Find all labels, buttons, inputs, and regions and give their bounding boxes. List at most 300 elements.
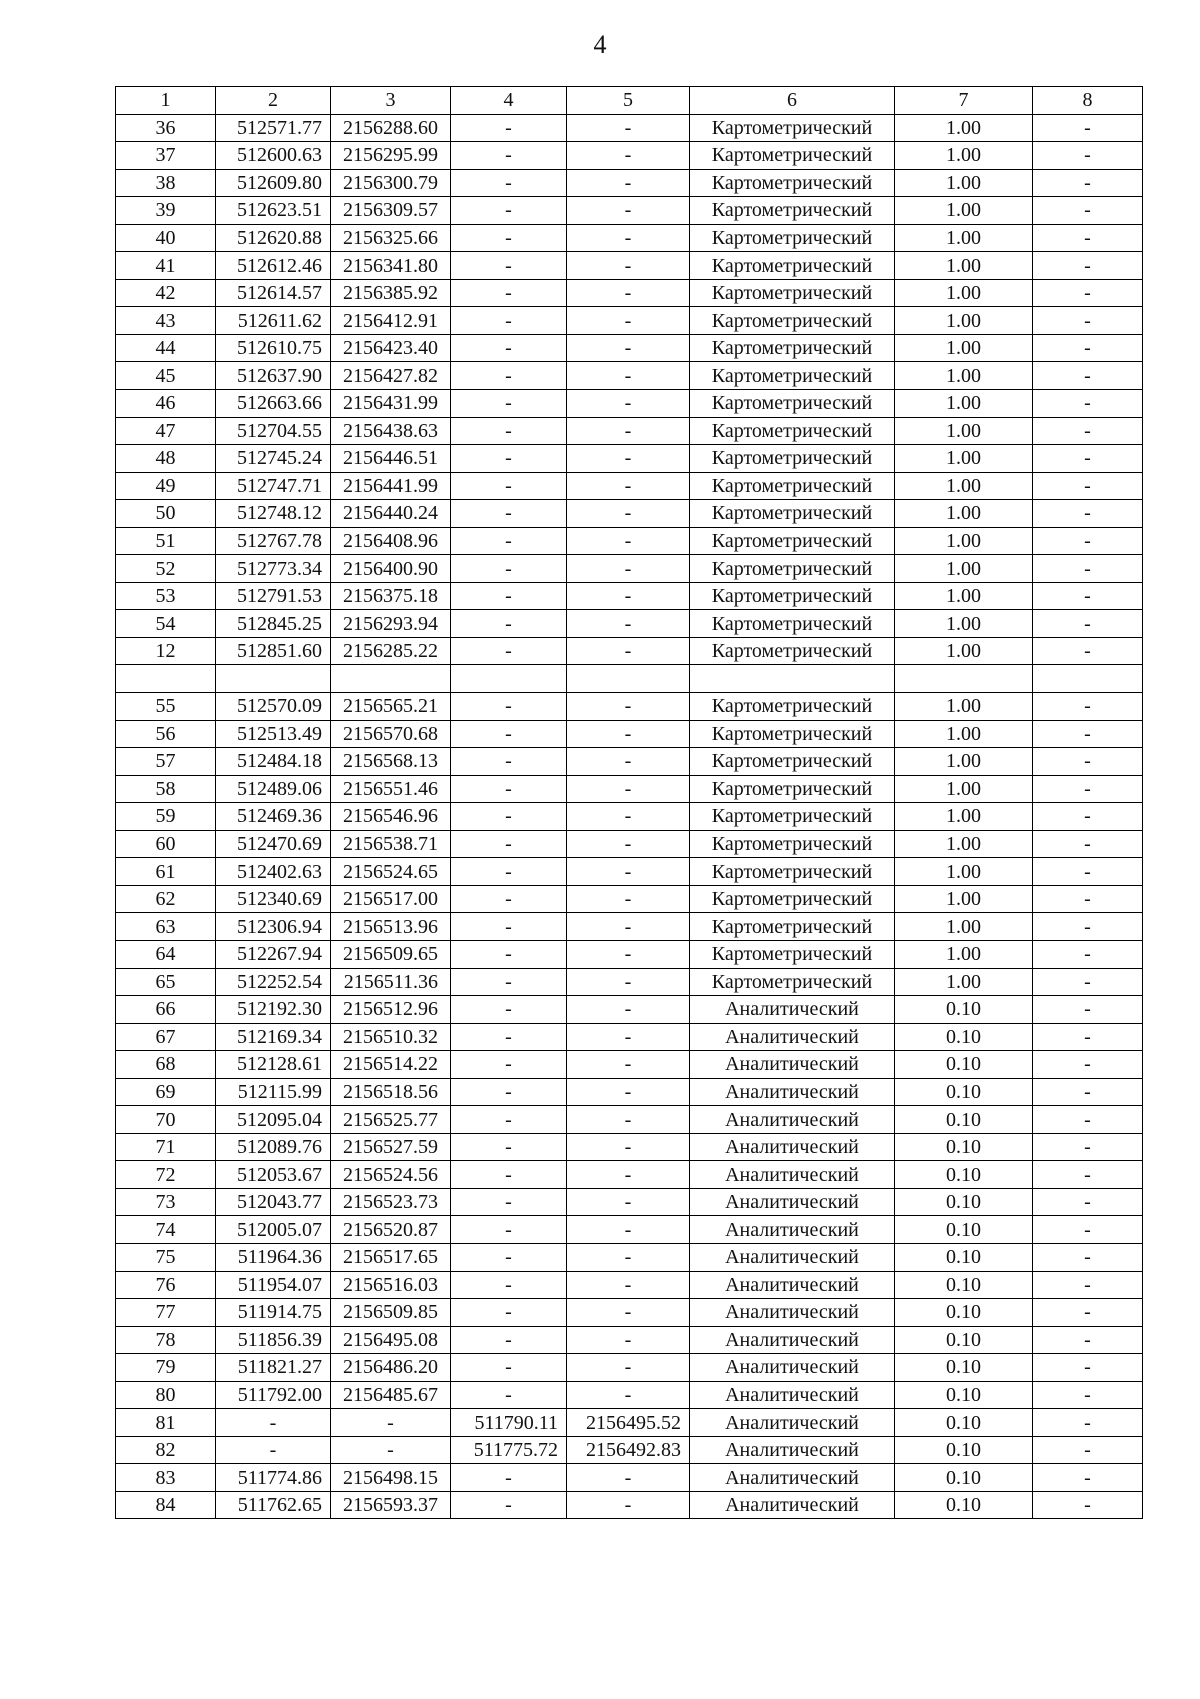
y-new-coordinate-cell: - <box>567 1106 690 1134</box>
accuracy-cell: 1.00 <box>895 279 1033 307</box>
note-cell: - <box>1033 362 1143 390</box>
column-header: 7 <box>895 87 1033 115</box>
point-number-cell: 83 <box>116 1464 216 1492</box>
note-cell: - <box>1033 610 1143 638</box>
point-number-cell: 47 <box>116 417 216 445</box>
table-body <box>116 87 1143 1519</box>
column-header: 5 <box>567 87 690 115</box>
x-new-coordinate-cell: - <box>451 1106 567 1134</box>
table-row <box>116 555 1143 583</box>
table-row <box>116 527 1143 555</box>
method-cell: Картометрический <box>690 775 895 803</box>
note-cell: - <box>1033 500 1143 528</box>
x-coordinate-cell: 511774.86 <box>216 1464 331 1492</box>
method-cell: Картометрический <box>690 885 895 913</box>
accuracy-cell: 1.00 <box>895 390 1033 418</box>
table-row <box>116 637 1143 665</box>
method-cell: Картометрический <box>690 693 895 721</box>
note-cell: - <box>1033 1271 1143 1299</box>
column-header: 1 <box>116 87 216 115</box>
point-number-cell: 68 <box>116 1051 216 1079</box>
column-header: 8 <box>1033 87 1143 115</box>
x-coordinate-cell: 512469.36 <box>216 803 331 831</box>
table-row <box>116 610 1143 638</box>
x-new-coordinate-cell: - <box>451 1491 567 1519</box>
accuracy-cell: 0.10 <box>895 1381 1033 1409</box>
y-coordinate-cell: 2156527.59 <box>331 1133 451 1161</box>
table-row <box>116 472 1143 500</box>
table-row <box>116 252 1143 280</box>
y-new-coordinate-cell: - <box>567 610 690 638</box>
accuracy-cell: 1.00 <box>895 472 1033 500</box>
y-coordinate-cell: 2156568.13 <box>331 748 451 776</box>
table-row <box>116 390 1143 418</box>
table-row <box>116 197 1143 225</box>
y-new-coordinate-cell: - <box>567 1381 690 1409</box>
x-new-coordinate-cell: - <box>451 472 567 500</box>
table-row <box>116 224 1143 252</box>
x-coordinate-cell: 512571.77 <box>216 114 331 142</box>
x-new-coordinate-cell: - <box>451 968 567 996</box>
x-new-coordinate-cell: - <box>451 1216 567 1244</box>
method-cell: Картометрический <box>690 417 895 445</box>
x-coordinate-cell: 511856.39 <box>216 1326 331 1354</box>
table-row <box>116 1078 1143 1106</box>
method-cell: Картометрический <box>690 445 895 473</box>
accuracy-cell: 1.00 <box>895 637 1033 665</box>
y-coordinate-cell: 2156293.94 <box>331 610 451 638</box>
y-new-coordinate-cell: - <box>567 252 690 280</box>
accuracy-cell <box>895 665 1033 693</box>
accuracy-cell: 0.10 <box>895 1409 1033 1437</box>
x-coordinate-cell: 512192.30 <box>216 996 331 1024</box>
method-cell: Аналитический <box>690 1326 895 1354</box>
y-new-coordinate-cell: - <box>567 307 690 335</box>
x-new-coordinate-cell: - <box>451 555 567 583</box>
y-new-coordinate-cell: - <box>567 803 690 831</box>
x-new-coordinate-cell: - <box>451 307 567 335</box>
y-new-coordinate-cell: - <box>567 500 690 528</box>
accuracy-cell: 1.00 <box>895 169 1033 197</box>
x-coordinate-cell: 512609.80 <box>216 169 331 197</box>
note-cell: - <box>1033 637 1143 665</box>
accuracy-cell: 0.10 <box>895 1243 1033 1271</box>
method-cell: Картометрический <box>690 334 895 362</box>
accuracy-cell: 0.10 <box>895 1133 1033 1161</box>
y-coordinate-cell: 2156551.46 <box>331 775 451 803</box>
accuracy-cell: 0.10 <box>895 1464 1033 1492</box>
accuracy-cell: 1.00 <box>895 582 1033 610</box>
point-number-cell: 73 <box>116 1188 216 1216</box>
accuracy-cell: 0.10 <box>895 1161 1033 1189</box>
method-cell: Картометрический <box>690 114 895 142</box>
point-number-cell: 36 <box>116 114 216 142</box>
table-row <box>116 1354 1143 1382</box>
method-cell: Картометрический <box>690 720 895 748</box>
note-cell: - <box>1033 748 1143 776</box>
x-coordinate-cell: 511821.27 <box>216 1354 331 1382</box>
x-new-coordinate-cell: - <box>451 1381 567 1409</box>
x-coordinate-cell: 512612.46 <box>216 252 331 280</box>
x-coordinate-cell: 512791.53 <box>216 582 331 610</box>
y-coordinate-cell: 2156546.96 <box>331 803 451 831</box>
y-coordinate-cell: 2156498.15 <box>331 1464 451 1492</box>
y-new-coordinate-cell: - <box>567 1188 690 1216</box>
note-cell: - <box>1033 279 1143 307</box>
note-cell: - <box>1033 307 1143 335</box>
point-number-cell: 48 <box>116 445 216 473</box>
table-row <box>116 279 1143 307</box>
point-number-cell: 57 <box>116 748 216 776</box>
table-row <box>116 748 1143 776</box>
accuracy-cell: 1.00 <box>895 500 1033 528</box>
accuracy-cell: 1.00 <box>895 224 1033 252</box>
x-new-coordinate-cell: - <box>451 582 567 610</box>
table-row <box>116 1491 1143 1519</box>
x-coordinate-cell: 512845.25 <box>216 610 331 638</box>
method-cell: Картометрический <box>690 307 895 335</box>
accuracy-cell: 1.00 <box>895 334 1033 362</box>
x-coordinate-cell: 512043.77 <box>216 1188 331 1216</box>
accuracy-cell: 1.00 <box>895 114 1033 142</box>
x-new-coordinate-cell: - <box>451 252 567 280</box>
method-cell: Картометрический <box>690 279 895 307</box>
point-number-cell: 43 <box>116 307 216 335</box>
point-number-cell: 42 <box>116 279 216 307</box>
accuracy-cell: 0.10 <box>895 1188 1033 1216</box>
point-number-cell: 67 <box>116 1023 216 1051</box>
note-cell: - <box>1033 169 1143 197</box>
y-new-coordinate-cell: - <box>567 858 690 886</box>
x-coordinate-cell: 512620.88 <box>216 224 331 252</box>
y-coordinate-cell: 2156486.20 <box>331 1354 451 1382</box>
point-number-cell: 61 <box>116 858 216 886</box>
accuracy-cell: 1.00 <box>895 417 1033 445</box>
accuracy-cell: 1.00 <box>895 197 1033 225</box>
x-new-coordinate-cell: - <box>451 996 567 1024</box>
point-number-cell: 53 <box>116 582 216 610</box>
y-new-coordinate-cell: - <box>567 334 690 362</box>
x-coordinate-cell: - <box>216 1409 331 1437</box>
y-new-coordinate-cell: - <box>567 142 690 170</box>
table-row <box>116 1106 1143 1134</box>
accuracy-cell: 0.10 <box>895 1271 1033 1299</box>
point-number-cell: 45 <box>116 362 216 390</box>
x-coordinate-cell: 512128.61 <box>216 1051 331 1079</box>
x-coordinate-cell: 512704.55 <box>216 417 331 445</box>
accuracy-cell: 0.10 <box>895 1078 1033 1106</box>
accuracy-cell: 1.00 <box>895 555 1033 583</box>
point-number-cell: 46 <box>116 390 216 418</box>
y-new-coordinate-cell: - <box>567 390 690 418</box>
y-new-coordinate-cell: - <box>567 1216 690 1244</box>
x-new-coordinate-cell: - <box>451 1326 567 1354</box>
method-cell: Аналитический <box>690 996 895 1024</box>
method-cell: Картометрический <box>690 169 895 197</box>
y-coordinate-cell: 2156565.21 <box>331 693 451 721</box>
note-cell: - <box>1033 1106 1143 1134</box>
method-cell: Картометрический <box>690 555 895 583</box>
y-coordinate-cell: 2156514.22 <box>331 1051 451 1079</box>
point-number-cell: 84 <box>116 1491 216 1519</box>
note-cell: - <box>1033 1161 1143 1189</box>
method-cell: Картометрический <box>690 968 895 996</box>
method-cell: Картометрический <box>690 803 895 831</box>
table-row <box>116 169 1143 197</box>
method-cell: Аналитический <box>690 1051 895 1079</box>
table-row <box>116 445 1143 473</box>
accuracy-cell: 0.10 <box>895 1354 1033 1382</box>
method-cell: Картометрический <box>690 940 895 968</box>
y-new-coordinate-cell: - <box>567 1464 690 1492</box>
y-new-coordinate-cell: - <box>567 472 690 500</box>
x-coordinate-cell: 512053.67 <box>216 1161 331 1189</box>
x-coordinate-cell: 512267.94 <box>216 940 331 968</box>
y-new-coordinate-cell: - <box>567 775 690 803</box>
accuracy-cell: 0.10 <box>895 1299 1033 1327</box>
x-coordinate-cell: 512513.49 <box>216 720 331 748</box>
x-coordinate-cell: 512610.75 <box>216 334 331 362</box>
x-new-coordinate-cell: - <box>451 279 567 307</box>
method-cell: Аналитический <box>690 1381 895 1409</box>
y-new-coordinate-cell <box>567 665 690 693</box>
accuracy-cell: 0.10 <box>895 1051 1033 1079</box>
method-cell: Картометрический <box>690 390 895 418</box>
method-cell: Аналитический <box>690 1299 895 1327</box>
note-cell: - <box>1033 114 1143 142</box>
x-new-coordinate-cell: - <box>451 720 567 748</box>
note-cell: - <box>1033 1216 1143 1244</box>
y-new-coordinate-cell: - <box>567 996 690 1024</box>
x-new-coordinate-cell: - <box>451 748 567 776</box>
y-coordinate-cell: 2156520.87 <box>331 1216 451 1244</box>
point-number-cell: 64 <box>116 940 216 968</box>
y-coordinate-cell <box>331 665 451 693</box>
point-number-cell: 69 <box>116 1078 216 1106</box>
note-cell: - <box>1033 390 1143 418</box>
x-new-coordinate-cell: - <box>451 334 567 362</box>
point-number-cell: 75 <box>116 1243 216 1271</box>
point-number-cell: 79 <box>116 1354 216 1382</box>
note-cell: - <box>1033 996 1143 1024</box>
y-new-coordinate-cell: - <box>567 968 690 996</box>
y-new-coordinate-cell: - <box>567 197 690 225</box>
table-row <box>116 775 1143 803</box>
y-coordinate-cell: 2156427.82 <box>331 362 451 390</box>
method-cell: Аналитический <box>690 1161 895 1189</box>
point-number-cell: 72 <box>116 1161 216 1189</box>
y-new-coordinate-cell: - <box>567 527 690 555</box>
method-cell: Аналитический <box>690 1464 895 1492</box>
note-cell: - <box>1033 417 1143 445</box>
note-cell: - <box>1033 197 1143 225</box>
y-coordinate-cell: 2156485.67 <box>331 1381 451 1409</box>
y-coordinate-cell: 2156341.80 <box>331 252 451 280</box>
note-cell: - <box>1033 1188 1143 1216</box>
table-row <box>116 1133 1143 1161</box>
accuracy-cell: 0.10 <box>895 996 1033 1024</box>
x-new-coordinate-cell: - <box>451 1188 567 1216</box>
x-new-coordinate-cell: - <box>451 775 567 803</box>
note-cell: - <box>1033 1409 1143 1437</box>
method-cell: Картометрический <box>690 500 895 528</box>
x-coordinate-cell: 512402.63 <box>216 858 331 886</box>
method-cell: Картометрический <box>690 142 895 170</box>
x-new-coordinate-cell: - <box>451 637 567 665</box>
accuracy-cell: 1.00 <box>895 362 1033 390</box>
y-coordinate-cell: 2156524.65 <box>331 858 451 886</box>
accuracy-cell: 1.00 <box>895 445 1033 473</box>
accuracy-cell: 1.00 <box>895 610 1033 638</box>
x-coordinate-cell: 511792.00 <box>216 1381 331 1409</box>
note-cell: - <box>1033 1464 1143 1492</box>
table-row <box>116 142 1143 170</box>
y-coordinate-cell: 2156513.96 <box>331 913 451 941</box>
point-number-cell: 70 <box>116 1106 216 1134</box>
point-number-cell: 41 <box>116 252 216 280</box>
y-new-coordinate-cell: - <box>567 1326 690 1354</box>
note-cell: - <box>1033 775 1143 803</box>
note-cell: - <box>1033 527 1143 555</box>
point-number-cell: 51 <box>116 527 216 555</box>
point-number-cell: 52 <box>116 555 216 583</box>
x-coordinate-cell: 511954.07 <box>216 1271 331 1299</box>
method-cell: Аналитический <box>690 1133 895 1161</box>
y-new-coordinate-cell: - <box>567 555 690 583</box>
accuracy-cell: 1.00 <box>895 720 1033 748</box>
note-cell: - <box>1033 1078 1143 1106</box>
y-new-coordinate-cell: - <box>567 748 690 776</box>
x-coordinate-cell <box>216 665 331 693</box>
point-number-cell: 81 <box>116 1409 216 1437</box>
accuracy-cell: 1.00 <box>895 913 1033 941</box>
y-coordinate-cell: 2156524.56 <box>331 1161 451 1189</box>
note-cell: - <box>1033 142 1143 170</box>
method-cell: Аналитический <box>690 1078 895 1106</box>
x-new-coordinate-cell: 511790.11 <box>451 1409 567 1437</box>
method-cell <box>690 665 895 693</box>
method-cell: Картометрический <box>690 610 895 638</box>
x-new-coordinate-cell: - <box>451 362 567 390</box>
x-new-coordinate-cell: - <box>451 1161 567 1189</box>
table-row <box>116 803 1143 831</box>
x-coordinate-cell: 512748.12 <box>216 500 331 528</box>
x-coordinate-cell: 512489.06 <box>216 775 331 803</box>
y-new-coordinate-cell: - <box>567 1271 690 1299</box>
table-row <box>116 1216 1143 1244</box>
accuracy-cell: 1.00 <box>895 968 1033 996</box>
accuracy-cell: 1.00 <box>895 307 1033 335</box>
y-coordinate-cell: - <box>331 1409 451 1437</box>
note-cell: - <box>1033 885 1143 913</box>
method-cell: Аналитический <box>690 1491 895 1519</box>
method-cell: Картометрический <box>690 582 895 610</box>
method-cell: Аналитический <box>690 1243 895 1271</box>
table-row <box>116 1326 1143 1354</box>
note-cell: - <box>1033 940 1143 968</box>
column-header: 4 <box>451 87 567 115</box>
method-cell: Аналитический <box>690 1023 895 1051</box>
table-row <box>116 996 1143 1024</box>
point-number-cell: 62 <box>116 885 216 913</box>
x-new-coordinate-cell: - <box>451 1299 567 1327</box>
table-row <box>116 1051 1143 1079</box>
y-coordinate-cell: 2156431.99 <box>331 390 451 418</box>
table-row <box>116 1161 1143 1189</box>
y-coordinate-cell: 2156385.92 <box>331 279 451 307</box>
accuracy-cell: 0.10 <box>895 1326 1033 1354</box>
y-new-coordinate-cell: - <box>567 417 690 445</box>
note-cell: - <box>1033 472 1143 500</box>
x-coordinate-cell: 512484.18 <box>216 748 331 776</box>
x-coordinate-cell: 511964.36 <box>216 1243 331 1271</box>
y-new-coordinate-cell: - <box>567 114 690 142</box>
method-cell: Картометрический <box>690 913 895 941</box>
y-coordinate-cell: 2156525.77 <box>331 1106 451 1134</box>
y-new-coordinate-cell: - <box>567 885 690 913</box>
y-new-coordinate-cell: - <box>567 1491 690 1519</box>
y-coordinate-cell: 2156423.40 <box>331 334 451 362</box>
y-coordinate-cell: 2156438.63 <box>331 417 451 445</box>
point-number-cell: 54 <box>116 610 216 638</box>
point-number-cell: 80 <box>116 1381 216 1409</box>
table-row <box>116 858 1143 886</box>
x-new-coordinate-cell: - <box>451 1271 567 1299</box>
point-number-cell: 49 <box>116 472 216 500</box>
y-coordinate-cell: 2156509.85 <box>331 1299 451 1327</box>
x-new-coordinate-cell: - <box>451 885 567 913</box>
x-new-coordinate-cell: - <box>451 1243 567 1271</box>
point-number-cell: 77 <box>116 1299 216 1327</box>
accuracy-cell: 0.10 <box>895 1436 1033 1464</box>
x-coordinate-cell: 512470.69 <box>216 830 331 858</box>
x-new-coordinate-cell: - <box>451 527 567 555</box>
table-row <box>116 114 1143 142</box>
table-row <box>116 1381 1143 1409</box>
point-number-cell: 66 <box>116 996 216 1024</box>
y-new-coordinate-cell: - <box>567 169 690 197</box>
point-number-cell: 44 <box>116 334 216 362</box>
x-coordinate-cell: 512306.94 <box>216 913 331 941</box>
x-new-coordinate-cell: - <box>451 803 567 831</box>
accuracy-cell: 1.00 <box>895 142 1033 170</box>
y-new-coordinate-cell: - <box>567 1051 690 1079</box>
note-cell: - <box>1033 1436 1143 1464</box>
note-cell: - <box>1033 1326 1143 1354</box>
method-cell: Аналитический <box>690 1271 895 1299</box>
point-number-cell: 40 <box>116 224 216 252</box>
x-coordinate-cell: 512600.63 <box>216 142 331 170</box>
note-cell: - <box>1033 1381 1143 1409</box>
y-coordinate-cell: 2156516.03 <box>331 1271 451 1299</box>
y-coordinate-cell: 2156288.60 <box>331 114 451 142</box>
x-new-coordinate-cell: - <box>451 142 567 170</box>
y-new-coordinate-cell: - <box>567 1133 690 1161</box>
x-new-coordinate-cell: - <box>451 1023 567 1051</box>
method-cell: Аналитический <box>690 1436 895 1464</box>
x-coordinate-cell: 512611.62 <box>216 307 331 335</box>
point-number-cell: 37 <box>116 142 216 170</box>
table-row <box>116 1023 1143 1051</box>
note-cell: - <box>1033 830 1143 858</box>
x-coordinate-cell: 512623.51 <box>216 197 331 225</box>
y-coordinate-cell: 2156441.99 <box>331 472 451 500</box>
accuracy-cell: 0.10 <box>895 1216 1033 1244</box>
method-cell: Аналитический <box>690 1106 895 1134</box>
table-row <box>116 500 1143 528</box>
table-row <box>116 1188 1143 1216</box>
accuracy-cell: 1.00 <box>895 775 1033 803</box>
